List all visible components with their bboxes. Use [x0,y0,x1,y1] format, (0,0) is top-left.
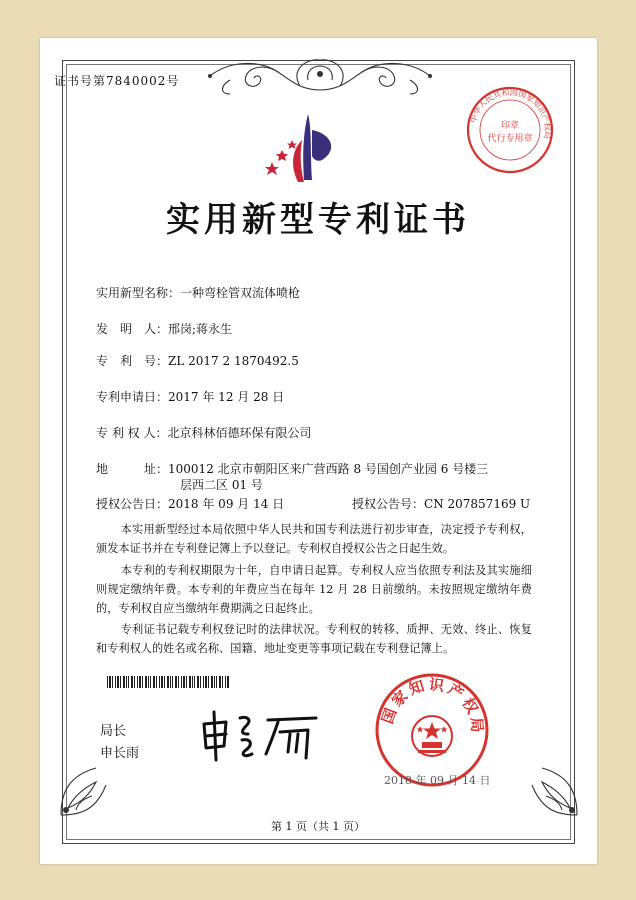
statement-paragraph-3: 专利证书记载专利权登记时的法律状况。专利权的转移、质押、无效、终止、恢复和专利权人的姓名或名称、国籍、地址变更等事项记载在专利登记簿上。 [96,623,532,655]
field-filing-value: 2017 年 12 月 28 日 [168,390,285,404]
top-ornament-icon [190,50,450,102]
field-holder-label: 专 利 权 人： [96,426,168,440]
certificate-title: 实用新型专利证书 [166,200,470,240]
field-inventor [96,320,232,337]
field-holder [96,424,311,441]
field-address-line2: 层西二区 01 号 [180,478,263,492]
field-grant-date-value: 2018 年 09 月 14 日 [168,497,285,511]
field-filing-date [96,388,284,405]
top-seal-center-line1: 印章 [500,121,520,131]
corner-ornament-icon [56,760,116,820]
svg-text:中华人民共和国国家知识产权局 [468,87,553,140]
official-seal-text: 国家知识产权局 [378,675,487,737]
statement-paragraph [96,620,532,658]
top-seal-center-line2: 代行专用章 [487,134,533,144]
field-grant-date-label: 授权公告日： [96,497,169,511]
barcode-icon [107,676,229,688]
field-filing-label: 专利申请日： [96,390,169,404]
field-name [96,284,300,301]
director-title: 局长 [100,724,127,739]
field-patent-number [96,352,299,369]
field-address [96,460,488,477]
top-seal [464,84,556,176]
official-seal-date: 2018 年 09 月 14 日 [384,774,491,787]
field-grant-date [96,495,284,512]
field-grant-no-value: CN 207857169 U [424,497,531,511]
field-address-line1: 100012 北京市朝阳区来广营西路 8 号国创产业园 6 号楼三 [168,462,489,476]
top-seal-ring-text: 中华人民共和国国家知识产权局 [468,87,553,140]
field-holder-value: 北京科林佰德环保有限公司 [167,426,312,440]
field-grant-no-label: 授权公告号： [352,497,425,511]
corner-ornament-icon [522,760,582,820]
field-grant-number [352,495,530,512]
director-signature [196,704,326,766]
statement-paragraph [96,561,532,618]
field-name-value: 一种弯栓管双流体喷枪 [180,286,301,300]
statement-paragraph-2: 本专利的专利权期限为十年，自申请日起算。专利权人应当依照专利法及其实施细则规定缴纳年费。本专利的年费应当在每年 12 月 28 日前缴纳。未按照规定缴纳年费的，专利权自应当缴纳年费期满之日起终止。 [96,564,532,615]
cnipa-emblem-icon [262,110,352,190]
field-inventor-value: 邢岗;蒋永生 [168,322,233,336]
field-address-label: 地 址： [96,462,169,476]
statement-paragraph [96,520,532,558]
director-name: 申长雨 [100,746,140,761]
field-name-label: 实用新型名称： [96,286,181,300]
field-patent-label: 专 利 号： [96,354,169,368]
statement-paragraph-1: 本实用新型经过本局依照中华人民共和国专利法进行初步审查，决定授予专利权，颁发本证书并在专利登记簿上予以登记。专利权自授权公告之日起生效。 [96,523,532,555]
field-patent-value: ZL 2017 2 1870492.5 [168,354,299,368]
national-emblem-icon [412,716,452,756]
page-footer: 第 1 页（共 1 页） [271,820,365,833]
field-inventor-label: 发 明 人： [96,322,169,336]
certificate-number: 证书号第7840002号 [54,74,180,88]
